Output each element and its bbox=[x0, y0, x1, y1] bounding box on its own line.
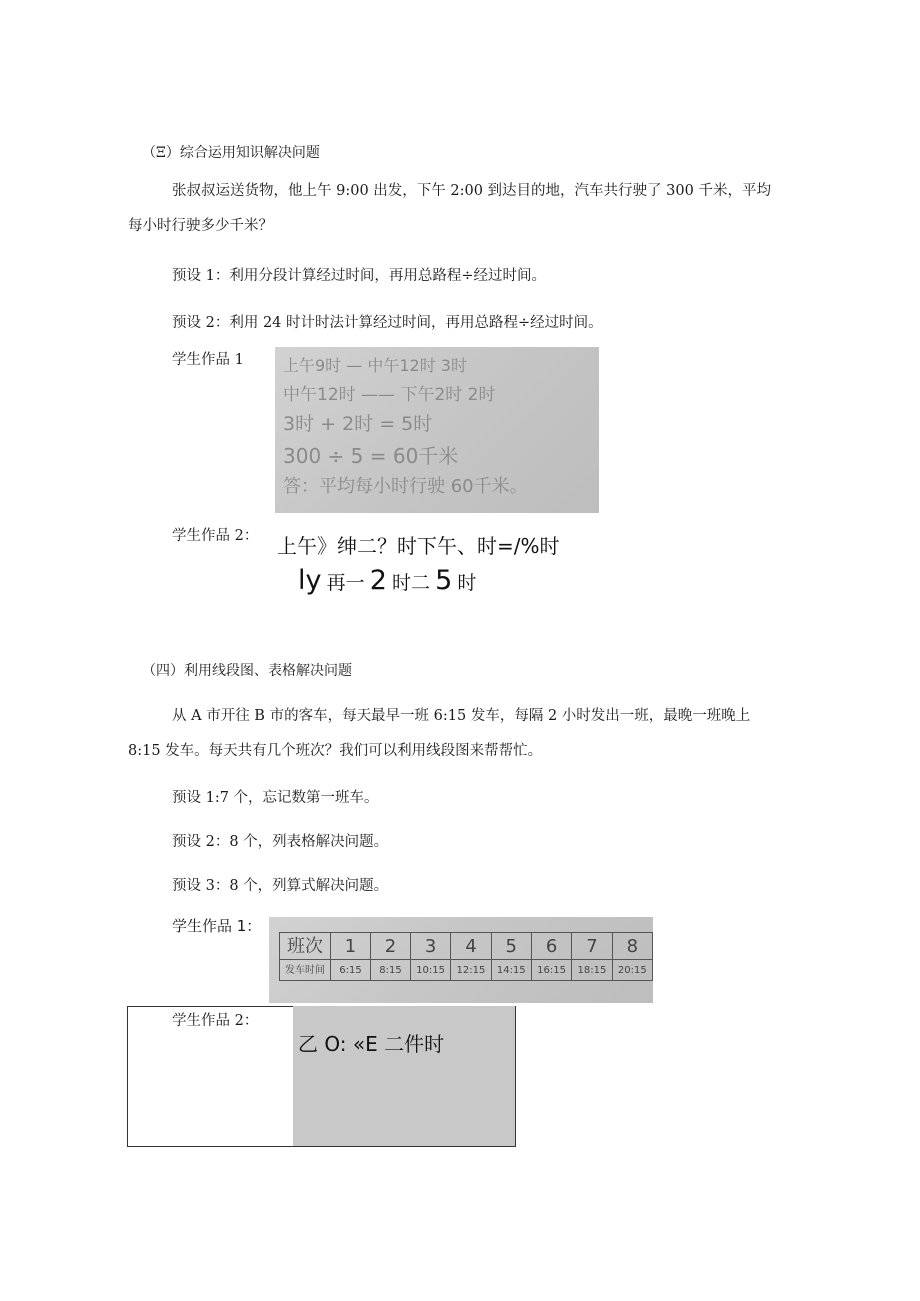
row-label-times: 发车时间 bbox=[280, 960, 331, 981]
section4-preset3: 预设 3：8 个，列算式解决问题。 bbox=[172, 878, 389, 894]
handwriting-line1: 上午9时 — 中午12时 3时 bbox=[283, 356, 467, 375]
time-cell: 14:15 bbox=[491, 960, 531, 981]
section4-problem-line2: 8:15 发车。每天共有几个班次？我们可以利用线段图来帮帮忙。 bbox=[128, 743, 543, 759]
handwriting-line4: 300 ÷ 5 = 60千米 bbox=[283, 444, 459, 468]
work2-fragment-c: 2 bbox=[369, 565, 387, 596]
handwriting-line3: 3时 + 2时 = 5时 bbox=[283, 413, 433, 435]
section4-preset2: 预设 2：8 个，列表格解决问题。 bbox=[172, 834, 389, 850]
class-cell: 5 bbox=[491, 933, 531, 960]
time-cell: 6:15 bbox=[331, 960, 371, 981]
handwriting-line5: 答：平均每小时行驶 60千米。 bbox=[283, 476, 528, 497]
section4-heading: （四）利用线段图、表格解决问题 bbox=[142, 663, 352, 679]
class-cell: 7 bbox=[572, 933, 612, 960]
class-cell: 6 bbox=[531, 933, 571, 960]
work2-fragment-e: 5 bbox=[435, 565, 453, 596]
section3-work2-line2 bbox=[298, 565, 476, 599]
student-work2-photo bbox=[293, 1006, 515, 1146]
time-cell: 10:15 bbox=[410, 960, 450, 981]
time-cell: 12:15 bbox=[451, 960, 491, 981]
section3-heading: （Ξ）综合运用知识解决问题 bbox=[142, 145, 320, 161]
section4-work2-text: 乙 O: «E 二件时 bbox=[298, 1032, 445, 1056]
schedule-table bbox=[279, 932, 653, 981]
section4-problem-line1: 从 A 市开往 B 市的客车，每天最早一班 6:15 发车，每隔 2 小时发出一班，最晚一班晚上 bbox=[172, 708, 751, 724]
section3-preset2: 预设 2：利用 24 时计时法计算经过时间，再用总路程÷经过时间。 bbox=[172, 315, 603, 331]
class-cell: 3 bbox=[410, 933, 450, 960]
student-work1-photo bbox=[275, 347, 599, 513]
student-work1-table-photo bbox=[269, 917, 653, 1003]
row-label-classes: 班次 bbox=[280, 933, 331, 960]
time-cell: 20:15 bbox=[612, 960, 652, 981]
section4-work2-label: 学生作品 2： bbox=[172, 1013, 259, 1029]
section4-preset1: 预设 1:7 个，忘记数第一班车。 bbox=[172, 790, 379, 806]
class-cell: 8 bbox=[612, 933, 652, 960]
work2-fragment-a: ly bbox=[298, 565, 322, 596]
table-row-classes bbox=[280, 933, 653, 960]
handwriting-line2: 中午12时 —— 下午2时 2时 bbox=[283, 385, 496, 405]
section3-work2-line1: 上午》绅二？时下午、时=/%时 bbox=[277, 534, 560, 558]
section3-preset1: 预设 1：利用分段计算经过时间，再用总路程÷经过时间。 bbox=[172, 268, 546, 284]
section3-problem-line2: 每小时行驶多少千米？ bbox=[128, 218, 273, 234]
time-cell: 18:15 bbox=[572, 960, 612, 981]
section3-work1-label: 学生作品 1 bbox=[172, 352, 244, 368]
work2-fragment-d: 时二 bbox=[391, 572, 430, 594]
class-cell: 4 bbox=[451, 933, 491, 960]
work2-fragment-b: 再一 bbox=[326, 572, 365, 594]
section3-work2-label: 学生作品 2： bbox=[172, 528, 259, 544]
time-cell: 16:15 bbox=[531, 960, 571, 981]
section4-work1-label: 学生作品 1： bbox=[172, 917, 262, 935]
section3-problem-line1: 张叔叔运送货物，他上午 9:00 出发，下午 2:00 到达目的地，汽车共行驶了 300 千米，平均 bbox=[172, 183, 771, 199]
class-cell: 2 bbox=[370, 933, 410, 960]
time-cell: 8:15 bbox=[370, 960, 410, 981]
class-cell: 1 bbox=[331, 933, 371, 960]
table-row-times bbox=[280, 960, 653, 981]
work2-fragment-f: 时 bbox=[457, 572, 477, 594]
